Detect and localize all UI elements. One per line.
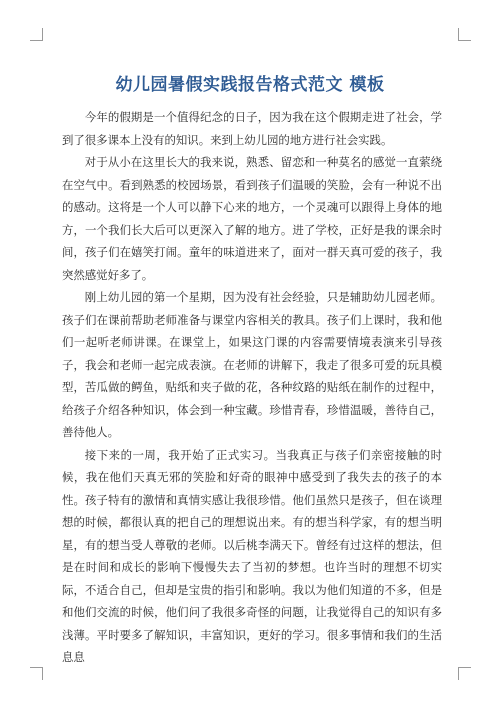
page-title: 幼儿园暑假实践报告格式范文 模板 xyxy=(115,75,385,96)
crop-mark-top-left xyxy=(30,28,43,41)
crop-mark-top-right xyxy=(458,28,471,41)
crop-mark-bottom-right xyxy=(458,667,471,680)
paragraph: 刚上幼儿园的第一个星期，因为没有社会经验，只是辅助幼儿园老师。孩子们在课前帮助老师准备与课堂内容相关的教具。孩子们上课时，我和他们一起听老师讲课。在课堂上，如果这门课的内容需要情境表演来引导孩子，我会和老师一起完成表演。在老师的讲解下，我走了很多可爱的玩具模型，苦瓜做的鳄鱼，贴纸和夹子做的花，各种纹路的贴纸在制作的过程中，给孩子介绍各种知识，体会到一种宝藏。珍惜青春，珍惜温暖，善待自己，善待他人。 xyxy=(62,290,442,439)
paragraph: 接下来的一周，我开始了正式实习。当我真正与孩子们亲密接触的时候，我在他们天真无邪的笑脸和好奇的眼神中感受到了我失去的孩子的本性。孩子特有的激情和真情实感让我很珍惜。他们虽然只是孩子，但在谈理想的时候，都很认真的把自己的理想说出来。有的想当科学家，有的想当明星，有的想当受人尊敬的老师。以后桃李满天下。曾经有过这样的想法，但是在时间和成长的影响下慢慢失去了当初的梦想。也许当时的理想不切实际，不适合自己，但却是宝贵的指引和影响。我以为他们知道的不多，但是和他们交流的时候，他们问了我很多奇怪的问题，让我觉得自己的知识有多浅薄。平时要多了解知识，丰富知识，更好的学习。很多事情和我们的生活息息 xyxy=(62,447,442,664)
document-body xyxy=(62,106,442,669)
paragraph: 今年的假期是一个值得纪念的日子，因为我在这个假期走进了社会，学到了很多课本上没有的知识。来到上幼儿园的地方进行社会实践。 xyxy=(62,110,442,147)
crop-mark-bottom-left xyxy=(30,667,43,680)
paragraph: 对于从小在这里长大的我来说，熟悉、留恋和一种莫名的感觉一直萦绕在空气中。看到熟悉的校园场景，看到孩子们温暖的笑脸，会有一种说不出的感动。这将是一个人可以静下心来的地方，一个灵魂可以跟得上身体的地方，一个我们长大后可以更深入了解的地方。进了学校，正好是我的课余时间，孩子们在嬉笑打闹。童年的味道进来了，面对一群天真可爱的孩子，我突然感觉好多了。 xyxy=(62,155,442,282)
